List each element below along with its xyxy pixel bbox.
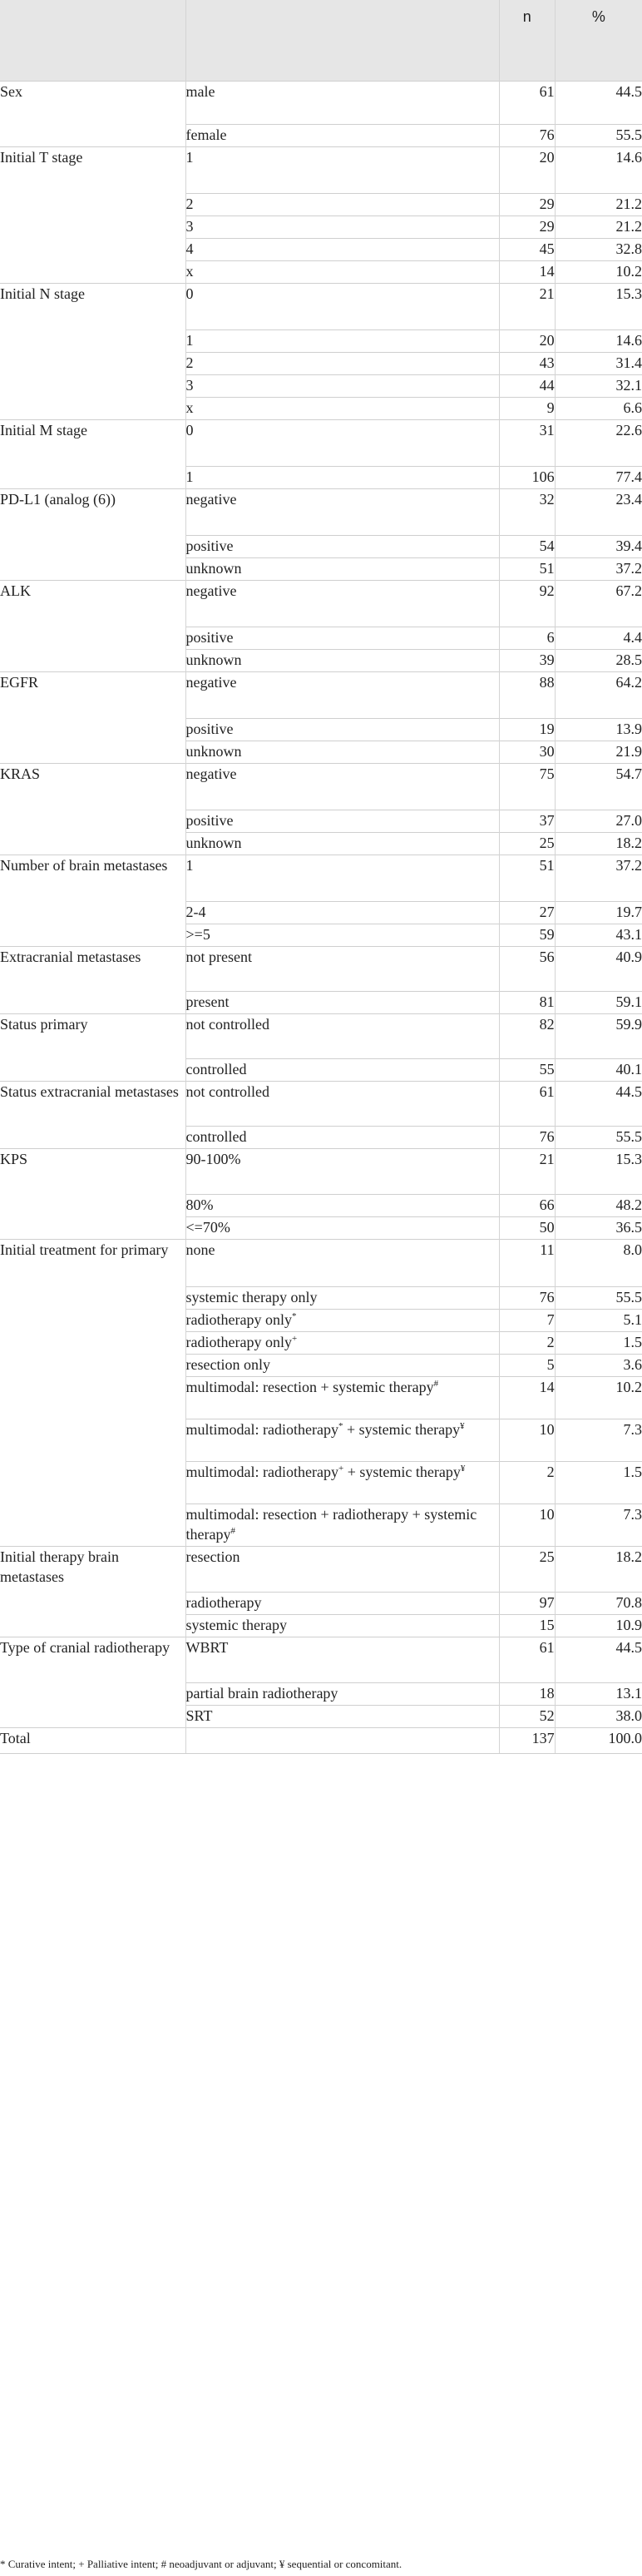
table-header: [0, 0, 642, 82]
table-row: [0, 420, 642, 467]
row-count: 37: [499, 810, 555, 833]
row-level-text: WBRT: [185, 1639, 229, 1656]
table-row: [0, 1637, 642, 1683]
row-level-text: unknown: [185, 835, 242, 851]
row-count: 10: [499, 1419, 555, 1462]
row-count: 25: [499, 833, 555, 855]
row-level-text: multimodal: resection + systemic therapy: [185, 1379, 434, 1395]
row-level: [185, 1615, 499, 1637]
row-level-text: negative: [185, 491, 237, 508]
row-level: [185, 353, 499, 375]
row-level: [185, 1217, 499, 1240]
row-level-text: multimodal: resection + radiotherapy + systemic therapy: [185, 1506, 477, 1543]
row-level-text: negative: [185, 765, 237, 782]
row-count: 39: [499, 650, 555, 672]
row-level-text: 1: [185, 332, 194, 349]
row-level: [185, 1287, 499, 1310]
row-count: 29: [499, 216, 555, 239]
row-level-text: resection: [185, 1548, 240, 1565]
row-level: [185, 855, 499, 902]
table-row: [0, 1014, 642, 1059]
row-count: 61: [499, 1637, 555, 1683]
row-level-text: >=5: [185, 926, 210, 943]
row-percent: 27.0: [555, 810, 642, 833]
row-count: 106: [499, 467, 555, 489]
row-level-text: 4: [185, 240, 194, 257]
row-level-text: 1: [185, 857, 194, 874]
row-variable: Initial therapy brain metastases: [0, 1547, 185, 1637]
row-level-text: 3: [185, 377, 194, 394]
row-level: [185, 741, 499, 764]
row-level: [185, 194, 499, 216]
row-percent: 32.8: [555, 239, 642, 261]
row-level-text: controlled: [185, 1128, 247, 1145]
row-percent: 14.6: [555, 330, 642, 353]
row-percent: 64.2: [555, 672, 642, 719]
table-row: [0, 1082, 642, 1127]
row-level: [185, 947, 499, 992]
row-percent: 40.1: [555, 1059, 642, 1082]
table-row: [0, 284, 642, 330]
row-variable: Status extracranial metastases: [0, 1082, 185, 1149]
row-percent: 37.2: [555, 558, 642, 581]
row-level: [185, 125, 499, 147]
row-percent: 15.3: [555, 284, 642, 330]
row-level: [185, 1637, 499, 1683]
table-row: [0, 947, 642, 992]
total-percent: 100.0: [555, 1728, 642, 1754]
row-level: [185, 924, 499, 947]
total-empty: [185, 1728, 499, 1754]
row-percent: 10.2: [555, 261, 642, 284]
row-variable: Initial N stage: [0, 284, 185, 420]
row-level: [185, 810, 499, 833]
row-percent: 10.2: [555, 1377, 642, 1419]
footnote-mark: #: [230, 1526, 235, 1536]
row-count: 5: [499, 1355, 555, 1377]
row-level-text: multimodal: radiotherapy: [185, 1421, 338, 1438]
row-level: [185, 239, 499, 261]
row-percent: 6.6: [555, 398, 642, 420]
row-percent: 54.7: [555, 764, 642, 810]
table-row: [0, 1547, 642, 1593]
row-level: [185, 1355, 499, 1377]
row-variable: Number of brain metastases: [0, 855, 185, 947]
row-percent: 14.6: [555, 147, 642, 194]
row-percent: 67.2: [555, 581, 642, 627]
row-level-text: SRT: [185, 1707, 213, 1724]
row-level: [185, 216, 499, 239]
row-level-text: <=70%: [185, 1219, 230, 1236]
row-level: [185, 627, 499, 650]
row-level-text: 1: [185, 468, 194, 485]
row-level-text-cont: + systemic therapy: [343, 1421, 461, 1438]
row-variable: ALK: [0, 581, 185, 672]
table-row: [0, 855, 642, 902]
row-level: [185, 82, 499, 125]
row-level-text: negative: [185, 582, 237, 599]
row-count: 14: [499, 1377, 555, 1419]
footnote-mark: ¥: [460, 1464, 466, 1474]
row-level-text: not controlled: [185, 1016, 269, 1033]
header-level: [185, 0, 499, 82]
row-level: [185, 1593, 499, 1615]
footnote-mark: +: [338, 1464, 344, 1474]
row-percent: 21.9: [555, 741, 642, 764]
row-variable: PD-L1 (analog (6)): [0, 489, 185, 581]
row-percent: 18.2: [555, 1547, 642, 1593]
row-variable: EGFR: [0, 672, 185, 764]
row-count: 51: [499, 855, 555, 902]
row-level-text: positive: [185, 629, 234, 646]
footnote-mark: #: [433, 1379, 439, 1389]
row-variable: Initial M stage: [0, 420, 185, 489]
row-count: 27: [499, 902, 555, 924]
row-percent: 7.3: [555, 1504, 642, 1547]
footnote-mark: *: [291, 1311, 297, 1321]
row-percent: 8.0: [555, 1240, 642, 1287]
row-percent: 40.9: [555, 947, 642, 992]
row-count: 50: [499, 1217, 555, 1240]
row-percent: 55.5: [555, 1127, 642, 1149]
row-level-text: not present: [185, 949, 252, 965]
row-count: 11: [499, 1240, 555, 1287]
row-level-text: controlled: [185, 1061, 247, 1077]
row-level: [185, 558, 499, 581]
row-percent: 36.5: [555, 1217, 642, 1240]
row-count: 76: [499, 125, 555, 147]
row-level-text: not controlled: [185, 1083, 269, 1100]
row-percent: 1.5: [555, 1332, 642, 1355]
row-level-text-cont: + systemic therapy: [343, 1464, 461, 1480]
row-level: [185, 1462, 499, 1504]
row-count: 66: [499, 1195, 555, 1217]
row-percent: 44.5: [555, 1637, 642, 1683]
row-level: [185, 1419, 499, 1462]
row-level: [185, 1082, 499, 1127]
row-level: [185, 1683, 499, 1706]
row-level-text: female: [185, 126, 227, 143]
row-variable: Sex: [0, 82, 185, 147]
row-percent: 70.8: [555, 1593, 642, 1615]
row-percent: 48.2: [555, 1195, 642, 1217]
row-count: 76: [499, 1287, 555, 1310]
row-level: [185, 1377, 499, 1419]
row-percent: 15.3: [555, 1149, 642, 1195]
header-n: n: [499, 0, 555, 82]
row-count: 19: [499, 719, 555, 741]
row-percent: 7.3: [555, 1419, 642, 1462]
row-level: [185, 536, 499, 558]
row-level: [185, 764, 499, 810]
row-percent: 39.4: [555, 536, 642, 558]
row-level-text: positive: [185, 721, 234, 737]
row-count: 44: [499, 375, 555, 398]
table-row: [0, 489, 642, 536]
table-row: [0, 581, 642, 627]
row-level: [185, 261, 499, 284]
total-count: 137: [499, 1728, 555, 1754]
row-level: [185, 1706, 499, 1728]
row-level-text: 3: [185, 218, 194, 235]
row-count: 7: [499, 1310, 555, 1332]
row-level: [185, 650, 499, 672]
row-count: 61: [499, 82, 555, 125]
footnote-mark: *: [338, 1421, 343, 1431]
row-level-text: none: [185, 1241, 215, 1258]
row-count: 59: [499, 924, 555, 947]
row-percent: 1.5: [555, 1462, 642, 1504]
row-level: [185, 375, 499, 398]
row-level: [185, 147, 499, 194]
row-level-text: positive: [185, 812, 234, 829]
row-level-text: present: [185, 993, 230, 1010]
row-level-text: resection only: [185, 1356, 270, 1373]
row-count: 21: [499, 284, 555, 330]
row-count: 32: [499, 489, 555, 536]
row-percent: 3.6: [555, 1355, 642, 1377]
row-variable: Initial T stage: [0, 147, 185, 284]
row-level-text: x: [185, 399, 194, 416]
row-level: [185, 672, 499, 719]
row-level-text: radiotherapy only: [185, 1334, 292, 1350]
row-level-text: negative: [185, 674, 237, 691]
row-percent: 23.4: [555, 489, 642, 536]
row-count: 15: [499, 1615, 555, 1637]
row-level-text: 2-4: [185, 904, 206, 920]
table-row: [0, 1149, 642, 1195]
row-count: 6: [499, 627, 555, 650]
table-row: [0, 147, 642, 194]
row-percent: 38.0: [555, 1706, 642, 1728]
row-level-text: positive: [185, 537, 234, 554]
row-count: 43: [499, 353, 555, 375]
row-percent: 10.9: [555, 1615, 642, 1637]
row-count: 76: [499, 1127, 555, 1149]
row-variable: KRAS: [0, 764, 185, 855]
row-percent: 13.9: [555, 719, 642, 741]
row-level: [185, 1014, 499, 1059]
row-count: 75: [499, 764, 555, 810]
row-percent: 28.5: [555, 650, 642, 672]
table-footnote: * Curative intent; + Palliative intent; # neoadjuvant or adjuvant; ¥ sequential or concomitant.: [0, 2558, 402, 2570]
row-level-text: 80%: [185, 1196, 214, 1213]
row-level-text: 2: [185, 196, 194, 212]
total-row: [0, 1728, 642, 1754]
row-count: 55: [499, 1059, 555, 1082]
row-level-text: x: [185, 263, 194, 280]
row-percent: 32.1: [555, 375, 642, 398]
row-level: [185, 902, 499, 924]
row-level: [185, 1240, 499, 1287]
row-level: [185, 420, 499, 467]
row-percent: 55.5: [555, 1287, 642, 1310]
row-level: [185, 330, 499, 353]
row-level-text: radiotherapy: [185, 1594, 262, 1611]
row-level-text: radiotherapy only: [185, 1311, 292, 1328]
row-level: [185, 992, 499, 1014]
table-row: [0, 1240, 642, 1287]
row-count: 14: [499, 261, 555, 284]
row-percent: 77.4: [555, 467, 642, 489]
row-count: 97: [499, 1593, 555, 1615]
row-count: 30: [499, 741, 555, 764]
row-level: [185, 398, 499, 420]
row-level: [185, 1310, 499, 1332]
row-percent: 55.5: [555, 125, 642, 147]
row-level: [185, 467, 499, 489]
row-percent: 31.4: [555, 353, 642, 375]
row-variable: Initial treatment for primary: [0, 1240, 185, 1547]
row-count: 54: [499, 536, 555, 558]
header-percent: %: [555, 0, 642, 82]
row-percent: 4.4: [555, 627, 642, 650]
row-level-text: unknown: [185, 651, 242, 668]
row-level: [185, 1504, 499, 1547]
total-label: Total: [0, 1728, 185, 1754]
row-count: 56: [499, 947, 555, 992]
row-count: 21: [499, 1149, 555, 1195]
row-variable: KPS: [0, 1149, 185, 1240]
table-row: [0, 672, 642, 719]
row-level-text: systemic therapy: [185, 1617, 287, 1633]
row-percent: 44.5: [555, 1082, 642, 1127]
row-level: [185, 489, 499, 536]
row-level-text: 90-100%: [185, 1151, 241, 1167]
footnote-mark: +: [291, 1334, 298, 1344]
row-percent: 5.1: [555, 1310, 642, 1332]
row-percent: 37.2: [555, 855, 642, 902]
row-level-text: 0: [185, 285, 194, 302]
row-percent: 18.2: [555, 833, 642, 855]
row-level: [185, 833, 499, 855]
row-level: [185, 1059, 499, 1082]
row-level-text: partial brain radiotherapy: [185, 1685, 338, 1702]
row-count: 18: [499, 1683, 555, 1706]
row-count: 20: [499, 147, 555, 194]
header-variable: [0, 0, 185, 82]
row-level: [185, 1195, 499, 1217]
row-count: 81: [499, 992, 555, 1014]
row-count: 51: [499, 558, 555, 581]
row-level: [185, 284, 499, 330]
row-variable: Type of cranial radiotherapy: [0, 1637, 185, 1728]
row-count: 20: [499, 330, 555, 353]
row-percent: 21.2: [555, 216, 642, 239]
row-count: 61: [499, 1082, 555, 1127]
row-count: 92: [499, 581, 555, 627]
row-count: 2: [499, 1462, 555, 1504]
row-percent: 22.6: [555, 420, 642, 467]
row-count: 9: [499, 398, 555, 420]
row-level: [185, 1149, 499, 1195]
row-percent: 19.7: [555, 902, 642, 924]
row-level-text: 2: [185, 354, 194, 371]
row-count: 10: [499, 1504, 555, 1547]
row-level-text: multimodal: radiotherapy: [185, 1464, 338, 1480]
row-percent: 59.9: [555, 1014, 642, 1059]
row-count: 82: [499, 1014, 555, 1059]
row-level-text: 1: [185, 149, 194, 166]
row-level: [185, 581, 499, 627]
row-level-text: 0: [185, 422, 194, 438]
table-row: [0, 764, 642, 810]
row-count: 52: [499, 1706, 555, 1728]
row-level-text: unknown: [185, 560, 242, 577]
row-percent: 21.2: [555, 194, 642, 216]
row-count: 2: [499, 1332, 555, 1355]
row-count: 25: [499, 1547, 555, 1593]
footnote-mark: ¥: [460, 1421, 465, 1431]
table-body: [0, 82, 642, 1754]
row-level: [185, 1547, 499, 1593]
row-percent: 13.1: [555, 1683, 642, 1706]
row-percent: 43.1: [555, 924, 642, 947]
row-level-text: male: [185, 83, 215, 100]
row-count: 45: [499, 239, 555, 261]
table-row: [0, 82, 642, 125]
row-percent: 59.1: [555, 992, 642, 1014]
row-count: 88: [499, 672, 555, 719]
row-variable: Status primary: [0, 1014, 185, 1082]
row-level: [185, 719, 499, 741]
row-level-text: systemic therapy only: [185, 1289, 318, 1305]
row-level: [185, 1332, 499, 1355]
row-count: 29: [499, 194, 555, 216]
row-level-text: unknown: [185, 743, 242, 760]
row-variable: Extracranial metastases: [0, 947, 185, 1014]
row-level: [185, 1127, 499, 1149]
row-percent: 44.5: [555, 82, 642, 125]
row-count: 31: [499, 420, 555, 467]
